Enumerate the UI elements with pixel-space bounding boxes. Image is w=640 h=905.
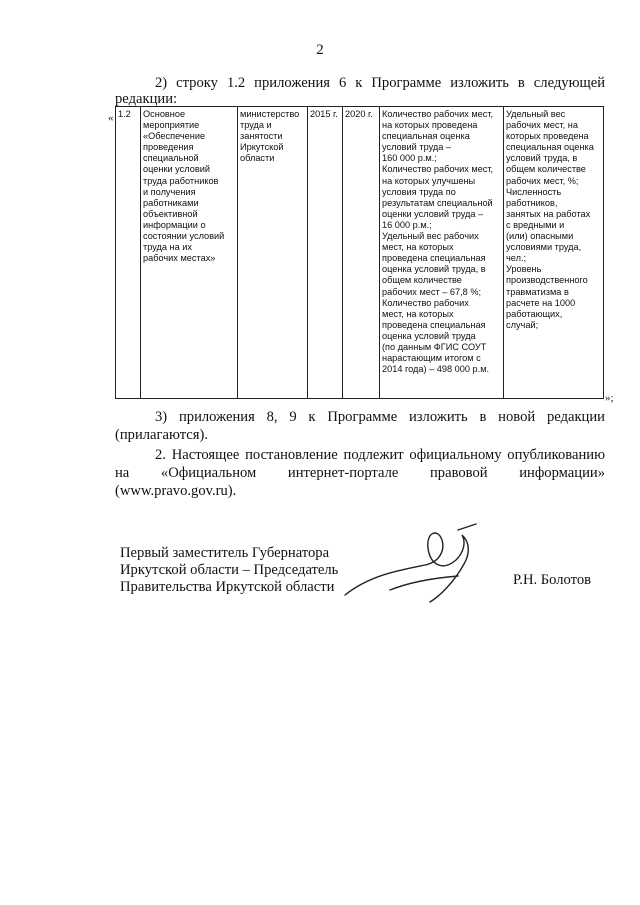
intro-line-1: 2) строку 1.2 приложения 6 к Программе изложить в следующей [155,75,605,91]
start-year-cell: 2015 г. [308,107,343,399]
row-number-cell: 1.2 [116,107,141,399]
para3-line-2: (прилагаются). [115,427,208,443]
signatory-line-1: Первый заместитель Губернатора [120,545,330,561]
targets-cell: Удельный вес рабочих мест, на которых проведена специальная оценка условий труда, в общем количестве рабочих мест, %; Численность работников, занятых на работах с вредными и (или) опасными условиями труда, чел.; Уровень производственного травматизма в расчете на 1000 работающих, случай; [504,107,604,399]
executor-cell: министерство труда и занятости Иркутской области [238,107,308,399]
para3-line-1: 3) приложения 8, 9 к Программе изложить в новой редакции [155,409,605,425]
signer-name: Р.Н. Болотов [513,572,592,588]
opening-quote: « [108,112,114,124]
end-year-cell: 2020 г. [343,107,380,399]
para4-line-2: на «Официальном интернет-портале правовой информации» [115,465,605,481]
closing-quote: »; [605,392,614,404]
activity-name-cell: Основное мероприятие «Обеспечение проведения специальной оценки условий труда работников и получения работниками объективной информации о состоянии условий труда на их рабочих местах» [141,107,238,399]
handwritten-signature [330,520,500,610]
amendment-table [115,106,604,399]
para4-line-1: 2. Настоящее постановление подлежит официальному опубликованию [155,447,605,463]
indicators-cell: Количество рабочих мест, на которых проведена специальная оценка условий труда – 160 000 р.м.; Количество рабочих мест, на которых улучшены условия труда по результатам специальной оценки условий труда – 16 000 р.м.; Удельный вес рабочих мест, на которых проведена специальная оценка условий труда, в общем количестве рабочих мест – 67,8 %; Количество рабочих мест, на которых проведена специальная оценка условий труда (по данным ФГИС СОУТ нарастающим итогом с 2014 года) – 498 000 р.м. [380,107,504,399]
signatory-line-3: Правительства Иркутской области [120,579,335,595]
signatory-title [120,545,338,596]
para4-line-3: (www.pravo.gov.ru). [115,483,237,499]
page-number: 2 [316,42,324,58]
table-row [116,107,604,399]
signatory-line-2: Иркутской области – Председатель [120,562,339,578]
intro-line-2: редакции: [115,91,178,107]
